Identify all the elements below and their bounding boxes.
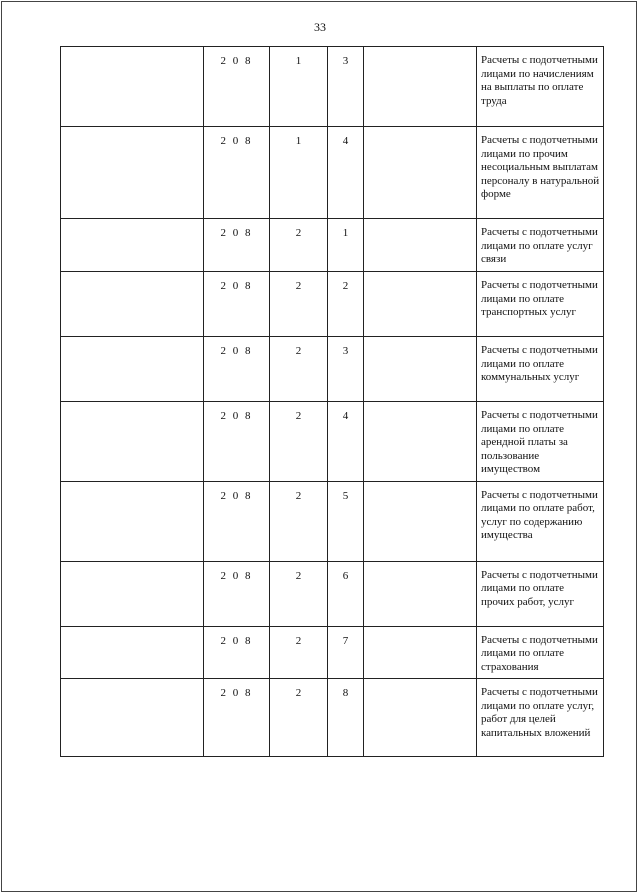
subaccount-code: 2 bbox=[270, 561, 328, 626]
account-description: Расчеты с подотчетными лицами по прочим несоциальным выплатам персоналу в натуральной форме bbox=[477, 127, 604, 219]
subaccount-code: 2 bbox=[270, 679, 328, 757]
account-code: 2 0 8 bbox=[204, 561, 270, 626]
subaccount-code: 2 bbox=[270, 626, 328, 679]
account-description: Расчеты с подотчетными лицами по оплате арендной платы за пользование имуществом bbox=[477, 402, 604, 482]
account-code: 2 0 8 bbox=[204, 337, 270, 402]
subaccount-code: 2 bbox=[270, 219, 328, 272]
subaccount-code: 2 bbox=[270, 481, 328, 561]
item-code: 1 bbox=[328, 219, 364, 272]
table-row bbox=[61, 402, 604, 482]
blank-cell bbox=[61, 219, 204, 272]
subaccount-code: 1 bbox=[270, 127, 328, 219]
item-code: 3 bbox=[328, 47, 364, 127]
blank-cell bbox=[364, 272, 477, 337]
item-code: 8 bbox=[328, 679, 364, 757]
accounts-table bbox=[60, 46, 604, 757]
table-row bbox=[61, 626, 604, 679]
blank-cell bbox=[364, 481, 477, 561]
table-row bbox=[61, 127, 604, 219]
item-code: 6 bbox=[328, 561, 364, 626]
blank-cell bbox=[61, 272, 204, 337]
account-code: 2 0 8 bbox=[204, 679, 270, 757]
account-description: Расчеты с подотчетными лицами по оплате страхования bbox=[477, 626, 604, 679]
blank-cell bbox=[364, 127, 477, 219]
blank-cell bbox=[61, 626, 204, 679]
subaccount-code: 2 bbox=[270, 337, 328, 402]
subaccount-code: 1 bbox=[270, 47, 328, 127]
account-description: Расчеты с подотчетными лицами по оплате услуг связи bbox=[477, 219, 604, 272]
blank-cell bbox=[364, 219, 477, 272]
account-description: Расчеты с подотчетными лицами по начислениям на выплаты по оплате труда bbox=[477, 47, 604, 127]
blank-cell bbox=[364, 679, 477, 757]
blank-cell bbox=[61, 127, 204, 219]
account-code: 2 0 8 bbox=[204, 127, 270, 219]
blank-cell bbox=[364, 337, 477, 402]
account-description: Расчеты с подотчетными лицами по оплате работ, услуг по содержанию имущества bbox=[477, 481, 604, 561]
table-row bbox=[61, 219, 604, 272]
blank-cell bbox=[61, 481, 204, 561]
item-code: 4 bbox=[328, 402, 364, 482]
blank-cell bbox=[364, 626, 477, 679]
blank-cell bbox=[364, 402, 477, 482]
blank-cell bbox=[61, 561, 204, 626]
table-row bbox=[61, 481, 604, 561]
page-number: 33 bbox=[314, 20, 326, 34]
blank-cell bbox=[364, 47, 477, 127]
blank-cell bbox=[61, 337, 204, 402]
item-code: 5 bbox=[328, 481, 364, 561]
table-row bbox=[61, 679, 604, 757]
subaccount-code: 2 bbox=[270, 402, 328, 482]
table-row bbox=[61, 561, 604, 626]
account-code: 2 0 8 bbox=[204, 626, 270, 679]
blank-cell bbox=[61, 47, 204, 127]
account-description: Расчеты с подотчетными лицами по оплате транспортных услуг bbox=[477, 272, 604, 337]
item-code: 3 bbox=[328, 337, 364, 402]
blank-cell bbox=[61, 402, 204, 482]
account-code: 2 0 8 bbox=[204, 47, 270, 127]
item-code: 2 bbox=[328, 272, 364, 337]
account-description: Расчеты с подотчетными лицами по оплате прочих работ, услуг bbox=[477, 561, 604, 626]
subaccount-code: 2 bbox=[270, 272, 328, 337]
account-description: Расчеты с подотчетными лицами по оплате коммунальных услуг bbox=[477, 337, 604, 402]
table-row bbox=[61, 337, 604, 402]
table-row bbox=[61, 272, 604, 337]
account-description: Расчеты с подотчетными лицами по оплате услуг, работ для целей капитальных вложений bbox=[477, 679, 604, 757]
blank-cell bbox=[364, 561, 477, 626]
item-code: 4 bbox=[328, 127, 364, 219]
blank-cell bbox=[61, 679, 204, 757]
table-row bbox=[61, 47, 604, 127]
account-code: 2 0 8 bbox=[204, 481, 270, 561]
item-code: 7 bbox=[328, 626, 364, 679]
account-code: 2 0 8 bbox=[204, 402, 270, 482]
account-code: 2 0 8 bbox=[204, 219, 270, 272]
account-code: 2 0 8 bbox=[204, 272, 270, 337]
